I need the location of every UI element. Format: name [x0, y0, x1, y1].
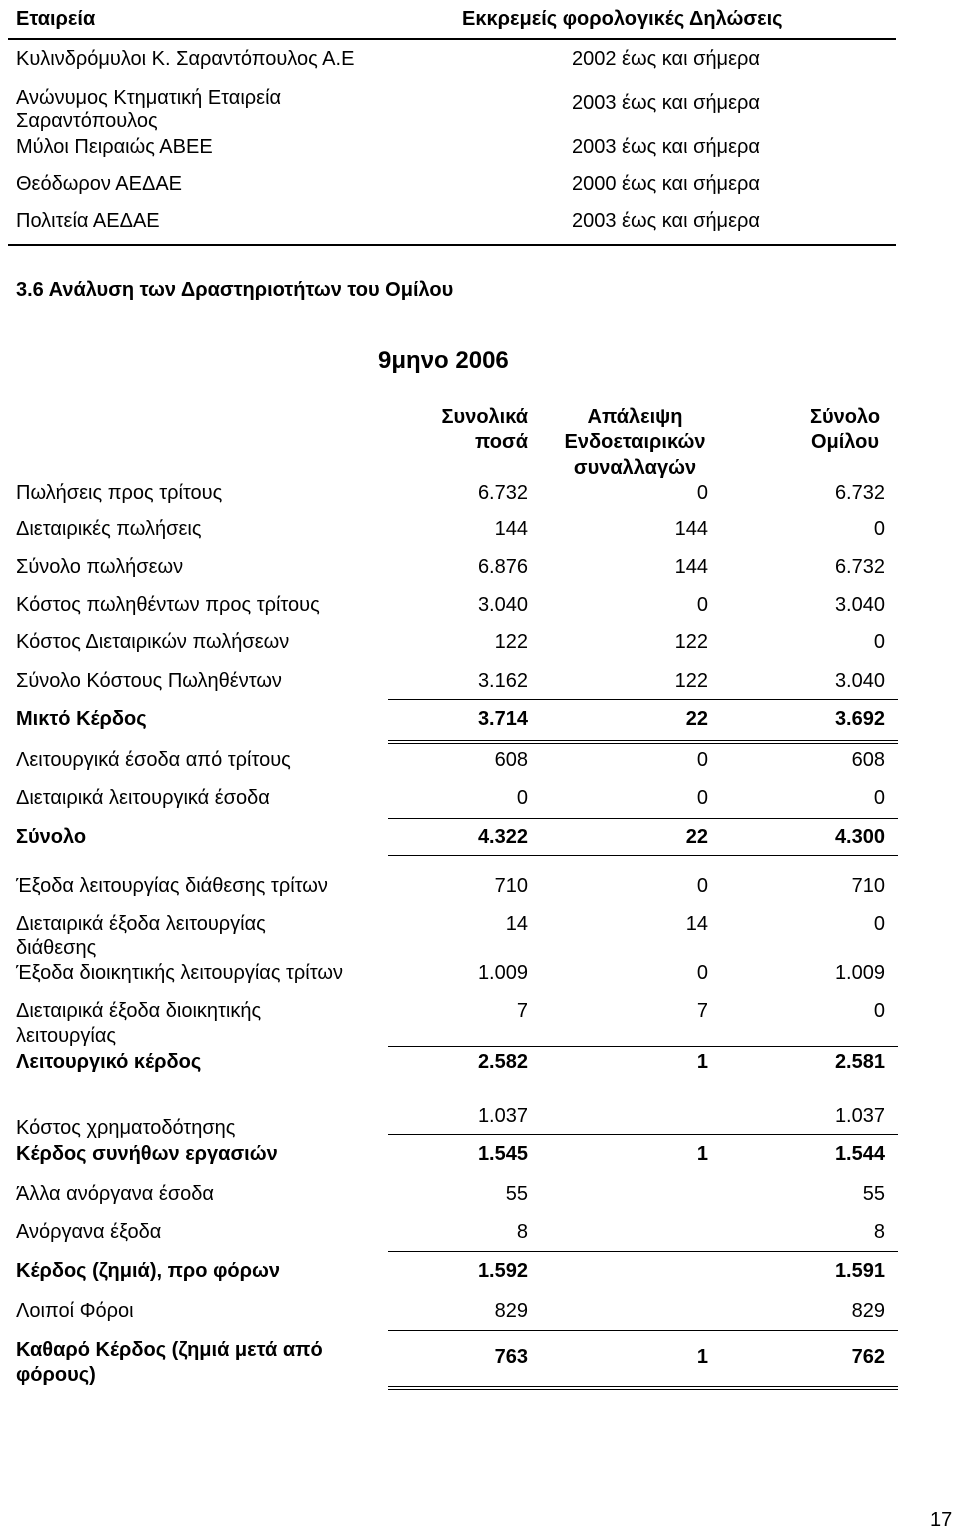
row-label: Έξοδα λειτουργίας διάθεσης τρίτων	[16, 875, 328, 897]
subtotal-rule	[388, 1330, 898, 1331]
group-value: 3.692	[834, 708, 885, 730]
elimination-value: 1	[696, 1051, 708, 1073]
header-company: Εταιρεία	[16, 8, 96, 30]
company-cell: Κυλινδρόμυλοι Κ. Σαραντόπουλος Α.Ε	[16, 48, 355, 70]
elimination-value: 1	[696, 1346, 708, 1368]
elimination-value: 0	[696, 962, 708, 984]
elimination-value: 122	[674, 631, 708, 653]
group-value: 1.591	[834, 1260, 885, 1282]
subtotal-rule	[388, 1134, 898, 1135]
group-value: 8	[873, 1221, 885, 1243]
elimination-value: 14	[685, 913, 708, 935]
years-cell: 2000 έως και σήμερα	[572, 173, 760, 195]
row-label: Λοιποί Φόροι	[16, 1300, 134, 1322]
company-cell: Ανώνυμος Κτηματική Εταιρεία	[16, 87, 282, 109]
group-value: 55	[862, 1183, 885, 1205]
group-value: 762	[851, 1346, 885, 1368]
elimination-value: 7	[696, 1000, 708, 1022]
company-cell: Πολιτεία ΑΕΔΑΕ	[16, 210, 160, 232]
header-divider	[8, 38, 896, 40]
total-value: 829	[494, 1300, 528, 1322]
row-label: Διεταιρικές πωλήσεις	[16, 518, 202, 540]
elimination-value: 0	[696, 594, 708, 616]
years-cell: 2003 έως και σήμερα	[572, 136, 760, 158]
years-cell: 2003 έως και σήμερα	[572, 210, 760, 232]
group-value: 4.300	[834, 826, 885, 848]
total-value: 8	[516, 1221, 528, 1243]
elimination-value: 144	[674, 556, 708, 578]
row-label: Έξοδα διοικητικής λειτουργίας τρίτων	[16, 962, 343, 984]
total-value: 2.582	[477, 1051, 528, 1073]
row-label: Σύνολο Κόστους Πωληθέντων	[16, 670, 282, 692]
row-label-line2: λειτουργίας	[16, 1025, 117, 1047]
section-title: 3.6 Ανάλυση των Δραστηριοτήτων του Ομίλου	[16, 279, 454, 301]
total-value: 3.162	[477, 670, 528, 692]
elimination-value: 0	[696, 787, 708, 809]
col-elimination-header-line2: Ενδοεταιρικών	[564, 431, 706, 453]
row-label: Κέρδος (ζημιά), προ φόρων	[16, 1260, 280, 1282]
company-cell: Μύλοι Πειραιώς ΑΒΕΕ	[16, 136, 213, 158]
group-value: 0	[873, 787, 885, 809]
group-value: 3.040	[834, 670, 885, 692]
group-value: 1.544	[834, 1143, 885, 1165]
col-elimination-header-line3: συναλλαγών	[573, 457, 697, 479]
total-value: 1.037	[477, 1105, 528, 1127]
total-rule-double	[388, 1389, 898, 1390]
row-label: Μικτό Κέρδος	[16, 708, 147, 730]
row-label-line2: φόρους)	[16, 1364, 96, 1386]
elimination-value: 0	[696, 482, 708, 504]
row-label-line2: διάθεσης	[16, 937, 97, 959]
elimination-value: 22	[685, 708, 708, 730]
group-value: 6.732	[834, 556, 885, 578]
group-value: 2.581	[834, 1051, 885, 1073]
years-cell: 2002 έως και σήμερα	[572, 48, 760, 70]
row-label: Καθαρό Κέρδος (ζημιά μετά από	[16, 1339, 323, 1361]
total-value: 6.732	[477, 482, 528, 504]
total-rule	[388, 1386, 898, 1387]
total-rule	[388, 855, 898, 856]
total-value: 6.876	[477, 556, 528, 578]
col-total-header-line2: ποσά	[475, 431, 528, 453]
elimination-value: 22	[685, 826, 708, 848]
page-number: 17	[930, 1509, 953, 1531]
group-value: 1.037	[834, 1105, 885, 1127]
group-value: 608	[851, 749, 885, 771]
group-value: 0	[873, 518, 885, 540]
row-label: Άλλα ανόργανα έσοδα	[16, 1183, 214, 1205]
header-pending-returns: Εκκρεμείς φορολογικές Δηλώσεις	[462, 8, 783, 30]
elimination-value: 144	[674, 518, 708, 540]
group-value: 829	[851, 1300, 885, 1322]
row-label: Κόστος Διεταιρικών πωλήσεων	[16, 631, 290, 653]
table-bottom-divider	[8, 244, 896, 246]
total-value: 763	[494, 1346, 528, 1368]
col-elimination-header: Απάλειψη	[587, 406, 683, 428]
row-label: Σύνολο πωλήσεων	[16, 556, 184, 578]
group-value: 0	[873, 913, 885, 935]
total-value: 1.592	[477, 1260, 528, 1282]
company-cell: Θεόδωρον ΑΕΔΑΕ	[16, 173, 183, 195]
total-value: 55	[505, 1183, 528, 1205]
total-value: 3.040	[477, 594, 528, 616]
total-value: 1.545	[477, 1143, 528, 1165]
total-value: 14	[505, 913, 528, 935]
row-label: Διεταιρικά λειτουργικά έσοδα	[16, 787, 270, 809]
subtotal-rule	[388, 699, 898, 700]
elimination-value: 122	[674, 670, 708, 692]
group-value: 1.009	[834, 962, 885, 984]
row-label: Διεταιρικά έξοδα λειτουργίας	[16, 913, 266, 935]
total-value: 144	[494, 518, 528, 540]
row-label: Σύνολο	[16, 826, 87, 848]
row-label: Ανόργανα έξοδα	[16, 1221, 162, 1243]
row-label: Λειτουργικά έσοδα από τρίτους	[16, 749, 291, 771]
row-label: Πωλήσεις προς τρίτους	[16, 482, 223, 504]
group-value: 710	[851, 875, 885, 897]
subtotal-rule	[388, 1251, 898, 1252]
total-rule	[388, 740, 898, 741]
total-value: 710	[494, 875, 528, 897]
group-value: 0	[873, 631, 885, 653]
total-value: 3.714	[477, 708, 528, 730]
total-value: 1.009	[477, 962, 528, 984]
col-group-header: Σύνολο	[809, 406, 881, 428]
total-value: 608	[494, 749, 528, 771]
total-value: 0	[516, 787, 528, 809]
row-label: Κόστος πωληθέντων προς τρίτους	[16, 594, 320, 616]
period-title: 9μηνο 2006	[378, 347, 509, 374]
elimination-value: 1	[696, 1143, 708, 1165]
company-cell-line2: Σαραντόπουλος	[16, 110, 158, 132]
row-label: Λειτουργικό κέρδος	[16, 1051, 202, 1073]
group-value: 0	[873, 1000, 885, 1022]
row-label: Κόστος χρηματοδότησης	[16, 1117, 236, 1139]
elimination-value: 0	[696, 749, 708, 771]
col-total-header: Συνολικά	[441, 406, 528, 428]
total-rule-double	[388, 743, 898, 744]
subtotal-rule	[388, 1046, 898, 1047]
total-value: 4.322	[477, 826, 528, 848]
total-value: 122	[494, 631, 528, 653]
group-value: 3.040	[834, 594, 885, 616]
years-cell: 2003 έως και σήμερα	[572, 92, 760, 114]
col-group-header-line2: Ομίλου	[810, 431, 880, 453]
row-label: Διεταιρικά έξοδα διοικητικής	[16, 1000, 262, 1022]
elimination-value: 0	[696, 875, 708, 897]
subtotal-rule	[388, 818, 898, 819]
row-label: Κέρδος συνήθων εργασιών	[16, 1143, 278, 1165]
total-value: 7	[516, 1000, 528, 1022]
group-value: 6.732	[834, 482, 885, 504]
